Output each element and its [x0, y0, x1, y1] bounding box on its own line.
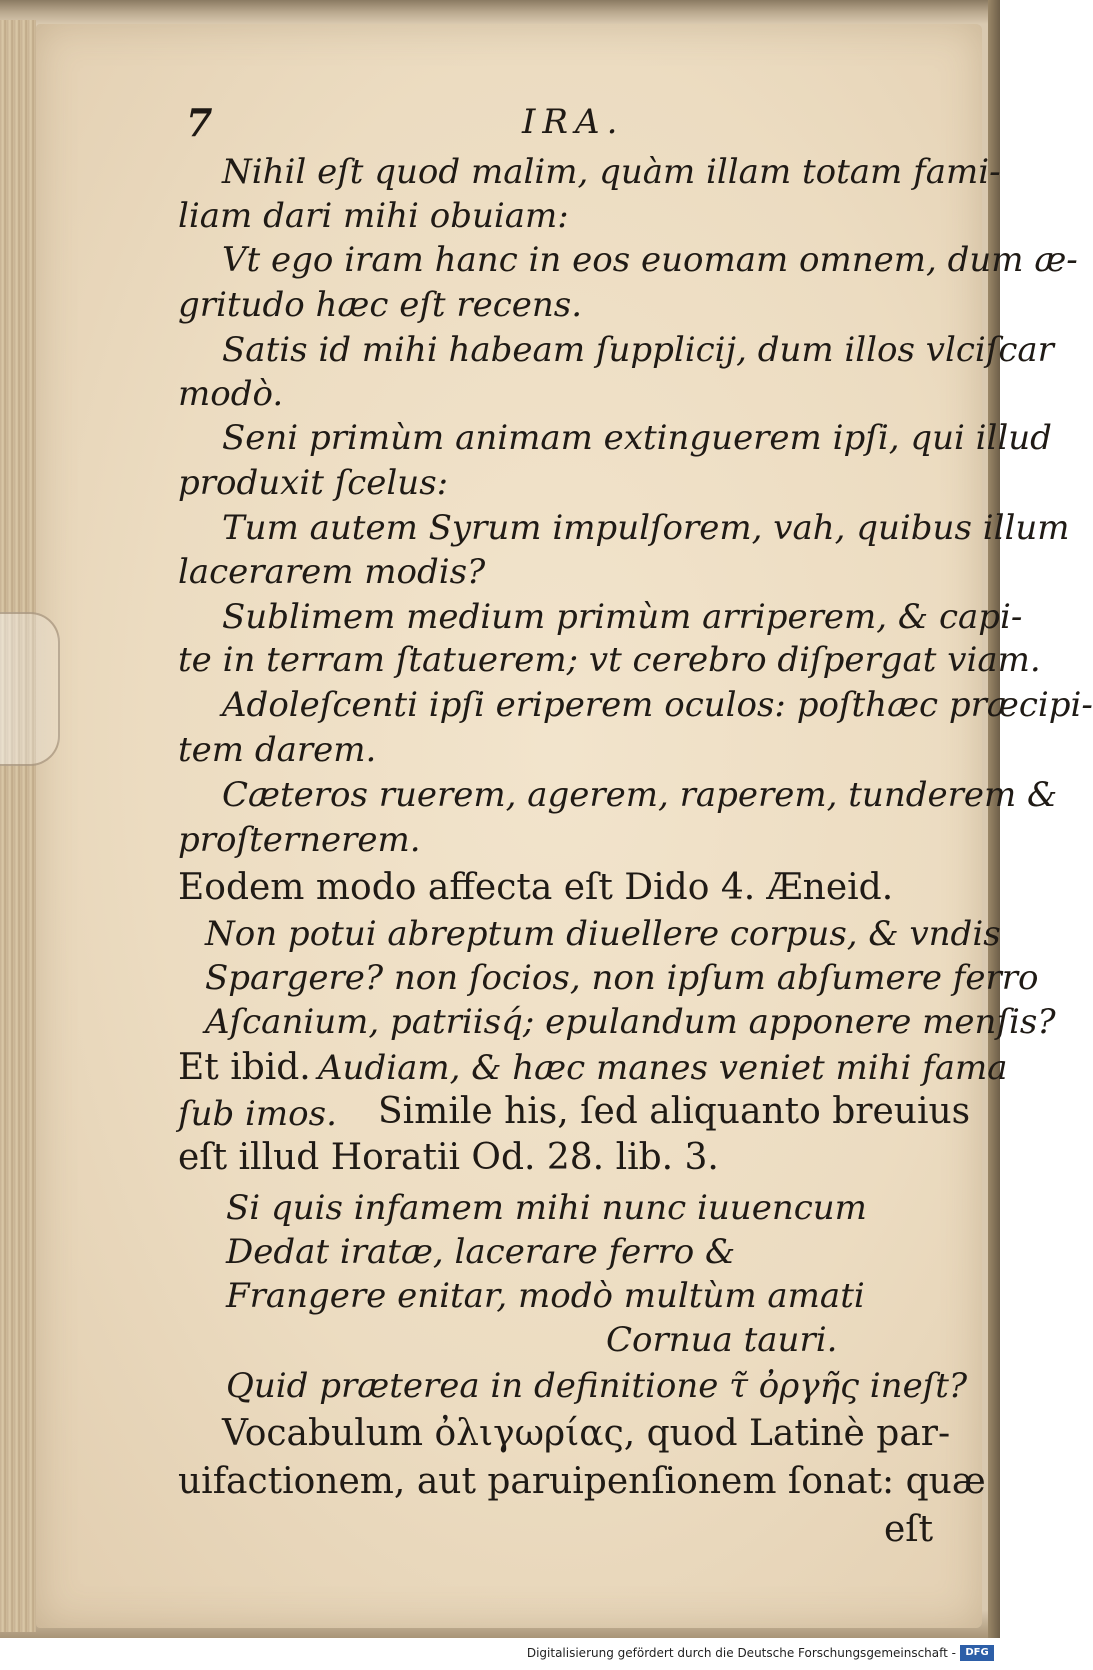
- page-number: 7: [186, 100, 213, 145]
- text-line: Aſcanium, patriisq́; epulandum apponere menſis?: [205, 1002, 1056, 1042]
- text-line: produxit ſcelus:: [178, 463, 449, 503]
- dfg-logo: DFG: [960, 1645, 994, 1661]
- text-line: tem darem.: [178, 730, 377, 770]
- text-line: uifactionem, aut paruipenſionem ſonat: quæ: [178, 1461, 986, 1502]
- text-line: ſub imos.: [178, 1094, 337, 1134]
- text-line: Vocabulum ὀλιγωρίας, quod Latinè par-: [222, 1413, 951, 1454]
- text-line: Adoleſcenti ipſi eriperem oculos: poſthæc præcipi-: [222, 685, 1093, 725]
- text-line: gritudo hæc eſt recens.: [178, 285, 583, 325]
- text-line: Seni primùm animam extinguerem ipſi, qui illud: [222, 418, 1052, 458]
- catchword: eſt: [884, 1509, 934, 1550]
- text-line: Vt ego iram hanc in eos euomam omnem, dum æ-: [222, 240, 1078, 280]
- text-line: Cæteros ruerem, agerem, raperem, tunderem &: [222, 775, 1058, 815]
- footer-credit: Digitalisierung gefördert durch die Deutsche Forschungsgemeinschaft -: [526, 1646, 956, 1660]
- text-line: Dedat iratæ, lacerare ferro &: [226, 1232, 736, 1272]
- text-line: Audiam, & hæc manes veniet mihi fama: [318, 1048, 1008, 1088]
- text-line: Quid præterea in definitione τ̃ ὀργῆς ineſt?: [226, 1366, 968, 1406]
- text-line: te in terram ſtatuerem; vt cerebro diſpergat viam.: [178, 640, 1041, 680]
- text-line: Et ibid.: [178, 1047, 311, 1088]
- text-line: Non potui abreptum diuellere corpus, & vndis: [205, 914, 1001, 954]
- text-line: liam dari mihi obuiam:: [178, 196, 569, 236]
- text-line: Cornua tauri.: [606, 1320, 838, 1360]
- text-line: Satis id mihi habeam ſupplicij, dum illos vlciſcar: [222, 330, 1054, 370]
- text-line: Tum autem Syrum impulſorem, vah, quibus illum: [222, 508, 1070, 548]
- text-line: Simile his, ſed aliquanto breuius: [378, 1091, 971, 1132]
- text-line: Eodem modo affecta eſt Dido 4. Æneid.: [178, 867, 894, 908]
- text-line: Spargere? non ſocios, non ipſum abſumere ferro: [205, 958, 1039, 998]
- text-line: Sublimem medium primùm arriperem, & capi-: [222, 597, 1023, 637]
- running-head: IRA.: [522, 102, 625, 142]
- text-line: modò.: [178, 374, 284, 414]
- text-line: Si quis infamem mihi nunc iuuencum: [226, 1188, 867, 1228]
- text-line: lacerarem modis?: [178, 552, 486, 592]
- text-line: proſternerem.: [178, 820, 421, 860]
- text-line: Frangere enitar, modò multùm amati: [226, 1276, 865, 1316]
- text-line: Nihil eſt quod malim, quàm illam totam fami-: [222, 152, 1001, 192]
- text-line: eſt illud Horatii Od. 28. lib. 3.: [178, 1137, 719, 1178]
